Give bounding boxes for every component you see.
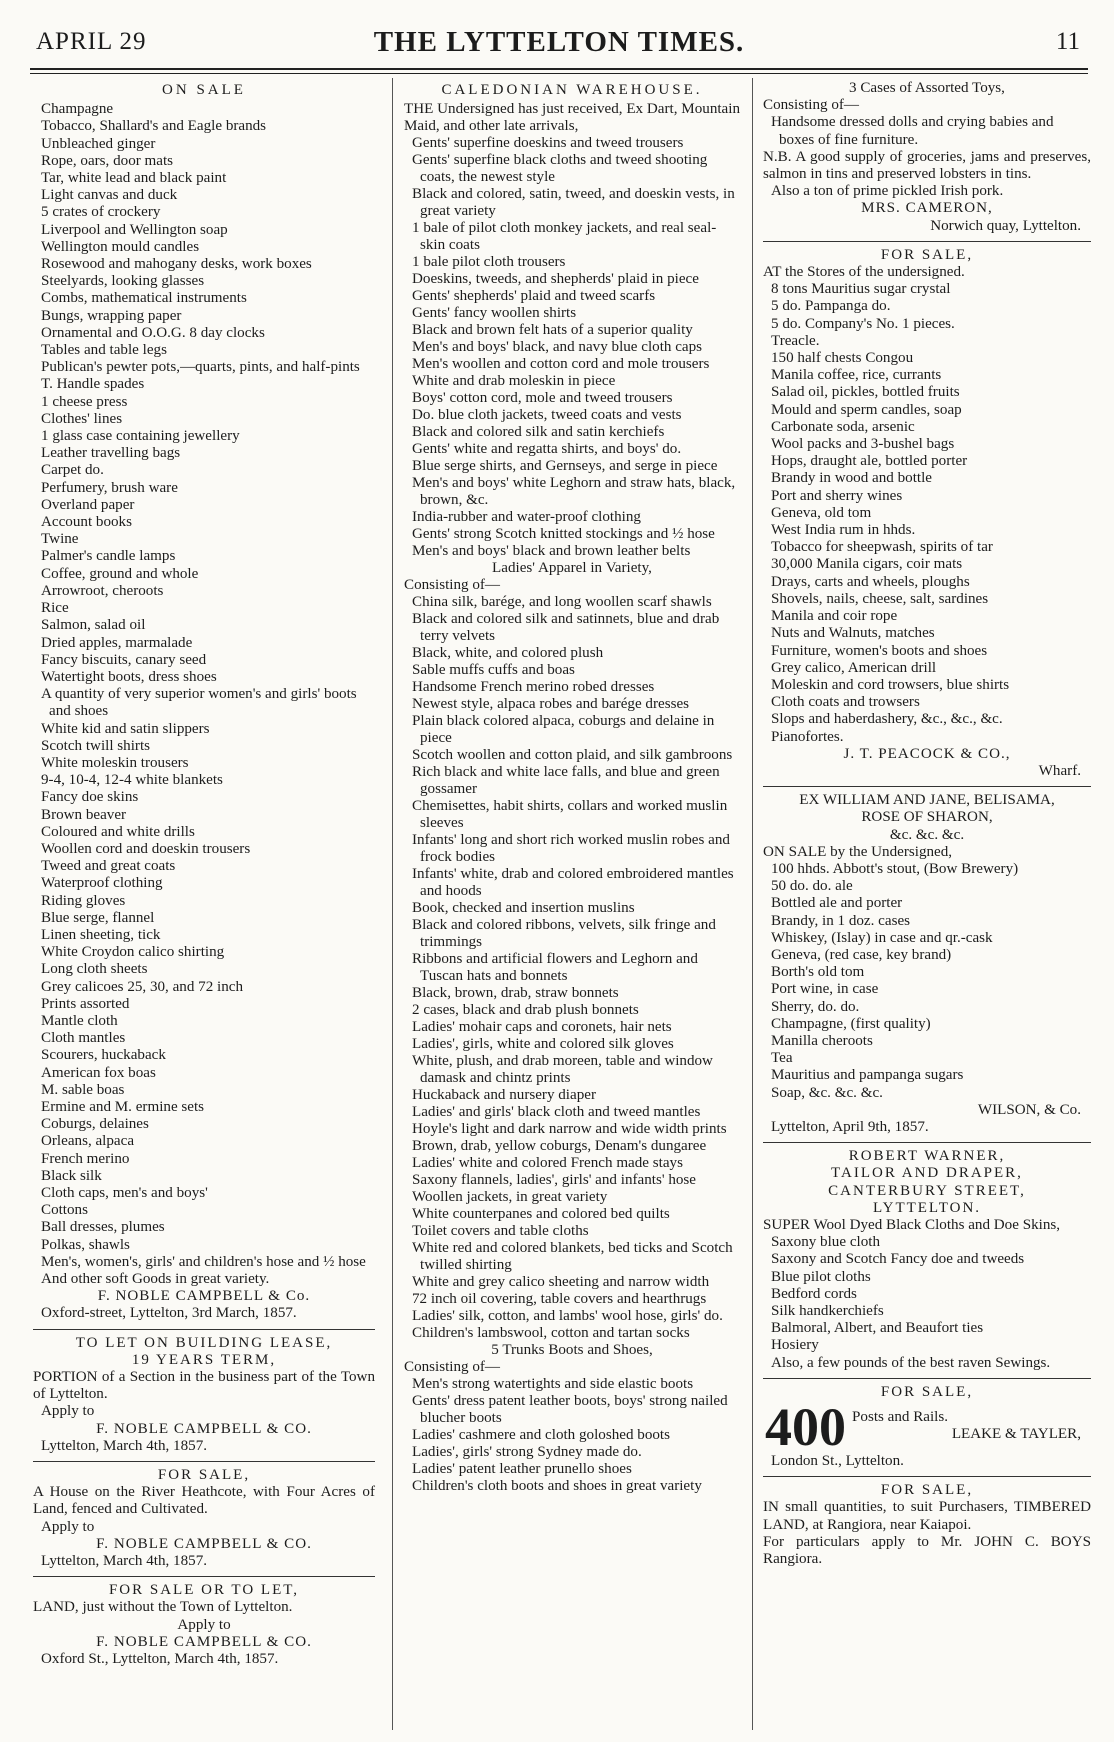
- list-item: Mantle cloth: [41, 1012, 118, 1029]
- list-item: Gents' shepherds' plaid and tweed scarfs: [412, 288, 656, 304]
- list-item: Saxony blue cloth: [771, 1234, 880, 1251]
- list-item: Waterproof clothing: [41, 875, 163, 892]
- list-item: Gents' superfine black cloths and tweed shooting coats, the newest style: [412, 152, 708, 185]
- list-item: Ladies' silk, cotton, and lambs' wool hose, girls' do.: [412, 1308, 723, 1324]
- list-item: 1 glass case containing jewellery: [41, 428, 240, 445]
- list-item: 30,000 Manila cigars, coir mats: [771, 556, 963, 573]
- list-item: 150 half chests Congou: [771, 350, 914, 367]
- caledonian-intro: THE Undersigned has just received, Ex Dart, Mountain Maid, and other late arrivals,: [404, 101, 740, 134]
- warner-heading-4: LYTTELTON.: [872, 1199, 982, 1216]
- list-item: Dried apples, marmalade: [41, 634, 193, 651]
- land-apply: For particulars apply to Mr. JOHN C. BOYS Rangiora.: [763, 1533, 1091, 1568]
- peacock-intro: AT the Stores of the undersigned.: [763, 264, 965, 281]
- caledonian-heading: CALEDONIAN WAREHOUSE.: [441, 82, 703, 98]
- list-item: 5 do. Pampanga do.: [771, 298, 891, 315]
- posts-heading: FOR SALE,: [880, 1383, 974, 1400]
- list-item: Coffee, ground and whole: [41, 565, 199, 582]
- forsalelet-heading: FOR SALE OR TO LET,: [108, 1582, 300, 1599]
- list-item: French merino: [41, 1150, 130, 1167]
- list-item: Gents' superfine doeskins and tweed trousers: [412, 135, 684, 151]
- list-item: Cloth mantles: [41, 1030, 126, 1047]
- list-item: Children's lambswool, cotton and tartan socks: [412, 1325, 690, 1341]
- list-item: Steelyards, looking glasses: [41, 273, 205, 290]
- list-item: Woollen cord and doeskin trousers: [41, 840, 251, 857]
- toys-item: Handsome dressed dolls and crying babies and boxes of fine furniture.: [771, 114, 1054, 148]
- masthead-rule-thin: [30, 73, 1088, 74]
- forsale-body: A House on the River Heathcote, with Four Acres of Land, fenced and Cultivated.: [33, 1484, 375, 1518]
- list-item: Geneva, old tom: [771, 504, 872, 521]
- peacock-list: [763, 281, 1091, 745]
- list-item: Scourers, huckaback: [41, 1047, 166, 1064]
- land-heading: FOR SALE,: [880, 1482, 974, 1499]
- list-item: Wool packs and 3-bushel bags: [771, 436, 955, 453]
- list-item: Saxony and Scotch Fancy doe and tweeds: [771, 1251, 1025, 1268]
- warner-heading-1: ROBERT WARNER,: [848, 1148, 1006, 1165]
- list-item: Champagne, (first quality): [771, 1015, 931, 1032]
- trunks-heading: 5 Trunks Boots and Shoes,: [491, 1342, 653, 1358]
- lease-body: PORTION of a Section in the business part of the Town of Lyttelton.: [33, 1369, 375, 1403]
- list-item: Unbleached ginger: [41, 135, 156, 152]
- list-item: White kid and satin slippers: [41, 720, 210, 737]
- list-item: T. Handle spades: [41, 376, 145, 393]
- cameron-signature: MRS. CAMERON,: [861, 200, 993, 217]
- list-item: Manilla cheroots: [771, 1032, 873, 1049]
- list-item: Borth's old tom: [771, 964, 865, 981]
- list-item: Leather travelling bags: [41, 445, 181, 462]
- list-item: And other soft Goods in great variety.: [41, 1271, 270, 1288]
- column-3: [763, 80, 1091, 1568]
- list-item: Port and sherry wines: [771, 487, 903, 504]
- list-item: Carpet do.: [41, 462, 104, 479]
- list-item: Men's and boys' black and brown leather belts: [412, 543, 691, 559]
- posts-address: London St., Lyttelton.: [771, 1453, 904, 1470]
- list-item: Bungs, wrapping paper: [41, 307, 182, 324]
- list-item: American fox boas: [41, 1064, 156, 1081]
- list-item: Woollen jackets, in great variety: [412, 1189, 608, 1205]
- ladies-heading: Ladies' Apparel in Variety,: [492, 560, 652, 576]
- list-item: Chemisettes, habit shirts, collars and worked muslin sleeves: [412, 798, 728, 831]
- divider: [763, 1142, 1091, 1143]
- list-item: White, plush, and drab moreen, table and window damask and chintz prints: [412, 1053, 713, 1086]
- toys-consisting: Consisting of—: [763, 97, 860, 114]
- list-item: Do. blue cloth jackets, tweed coats and vests: [412, 407, 682, 423]
- list-item: Newest style, alpaca robes and barége dresses: [412, 696, 690, 712]
- list-item: Brandy in wood and bottle: [771, 470, 932, 487]
- list-item: Tweed and great coats: [41, 858, 176, 875]
- list-item: Children's cloth boots and shoes in great variety: [412, 1478, 702, 1494]
- consisting-label: Consisting of—: [404, 1359, 501, 1375]
- wilson-list: [763, 861, 1091, 1102]
- list-item: Geneva, (red case, key brand): [771, 946, 952, 963]
- land-body: IN small quantities, to suit Purchasers, TIMBERED LAND, at Rangiora, near Kaiapoi.: [763, 1499, 1091, 1533]
- list-item: Tar, white lead and black paint: [41, 170, 227, 187]
- list-item: Prints assorted: [41, 995, 130, 1012]
- list-item: Drays, carts and wheels, ploughs: [771, 573, 970, 590]
- list-item: Pianofortes.: [771, 728, 844, 745]
- list-item: 5 crates of crockery: [41, 204, 161, 221]
- wilson-signature: WILSON, & Co.: [977, 1101, 1081, 1118]
- list-item: Perfumery, brush ware: [41, 479, 178, 496]
- posts-text: Posts and Rails.: [852, 1409, 949, 1426]
- list-item: Infants' white, drab and colored embroidered mantles and hoods: [412, 866, 734, 899]
- list-item: Liverpool and Wellington soap: [41, 221, 228, 238]
- list-item: Scotch woollen and cotton plaid, and silk gambroons: [412, 747, 733, 763]
- lease-apply: Apply to: [41, 1403, 95, 1420]
- column-1: [33, 80, 375, 1668]
- divider: [763, 241, 1091, 242]
- list-item: Nuts and Walnuts, matches: [771, 625, 935, 642]
- column-divider-1: [392, 78, 393, 1730]
- list-item: Men's and boys' black, and navy blue cloth caps: [412, 339, 703, 355]
- list-item: Men's and boys' white Leghorn and straw hats, black, brown, &c.: [412, 475, 736, 508]
- list-item: Gents' white and regatta shirts, and boys' do.: [412, 441, 682, 457]
- list-item: Bedford cords: [771, 1285, 857, 1302]
- list-item: Brandy, in 1 doz. cases: [771, 912, 911, 929]
- list-item: Coburgs, delaines: [41, 1116, 149, 1133]
- list-item: 9-4, 10-4, 12-4 white blankets: [41, 772, 223, 789]
- masthead: [30, 22, 1088, 62]
- page-number: 11: [1055, 28, 1080, 55]
- list-item: Ermine and M. ermine sets: [41, 1098, 205, 1115]
- list-item: Toilet covers and table cloths: [412, 1223, 589, 1239]
- list-item: Grey calicoes 25, 30, and 72 inch: [41, 978, 244, 995]
- caledonian-list-a: [404, 135, 740, 560]
- on-sale-dateline: Oxford-street, Lyttelton, 3rd March, 1857.: [41, 1305, 297, 1322]
- column-2: [404, 80, 740, 1495]
- list-item: Ladies' patent leather prunello shoes: [412, 1461, 632, 1477]
- list-item: Ladies' and girls' black cloth and tweed mantles: [412, 1104, 701, 1120]
- list-item: Polkas, shawls: [41, 1236, 130, 1253]
- list-item: Account books: [41, 514, 132, 531]
- divider: [33, 1576, 375, 1577]
- on-sale-heading: ON SALE: [162, 82, 246, 98]
- list-item: Boys' cotton cord, mole and tweed trousers: [412, 390, 673, 406]
- list-item: Fancy doe skins: [41, 789, 139, 806]
- list-item: Wellington mould candles: [41, 238, 200, 255]
- list-item: Blue pilot cloths: [771, 1268, 871, 1285]
- list-item: Ladies' white and colored French made stays: [412, 1155, 683, 1171]
- list-item: Black and colored, satin, tweed, and doeskin vests, in great variety: [412, 186, 735, 219]
- list-item: Gents' dress patent leather boots, boys' strong nailed blucher boots: [412, 1393, 728, 1426]
- list-item: Riding gloves: [41, 892, 126, 909]
- wilson-dateline: Lyttelton, April 9th, 1857.: [771, 1118, 929, 1135]
- list-item: Watertight boots, dress shoes: [41, 668, 217, 685]
- masthead-rule: [30, 68, 1088, 70]
- list-item: China silk, barége, and long woollen scarf shawls: [412, 594, 712, 610]
- list-item: West India rum in hhds.: [771, 522, 916, 539]
- list-item: Shovels, nails, cheese, salt, sardines: [771, 590, 989, 607]
- list-item: 100 hhds. Abbott's stout, (Bow Brewery): [771, 860, 1019, 877]
- posts-quantity: 400: [765, 1401, 846, 1454]
- groceries-note: N.B. A good supply of groceries, jams and preserves, salmon in tins and preserved lobsters in tins.: [763, 148, 1091, 183]
- list-item: Bottled ale and porter: [771, 895, 903, 912]
- list-item: Salmon, salad oil: [41, 617, 146, 634]
- caledonian-list-c: [404, 1376, 740, 1495]
- list-item: Port wine, in case: [771, 981, 879, 998]
- list-item: Grey calico, American drill: [771, 659, 937, 676]
- list-item: 5 do. Company's No. 1 pieces.: [771, 315, 955, 332]
- list-item: White counterpanes and colored bed quilts: [412, 1206, 670, 1222]
- list-item: Sherry, do. do.: [771, 998, 860, 1015]
- list-item: White moleskin trousers: [41, 754, 189, 771]
- lease-dateline: Lyttelton, March 4th, 1857.: [41, 1437, 208, 1454]
- forsale-apply: Apply to: [41, 1518, 95, 1535]
- list-item: Ladies' cashmere and cloth goloshed boots: [412, 1427, 670, 1443]
- list-item: Balmoral, Albert, and Beaufort ties: [771, 1320, 984, 1337]
- forsalelet-dateline: Oxford St., Lyttelton, March 4th, 1857.: [41, 1651, 279, 1668]
- list-item: India-rubber and water-proof clothing: [412, 509, 641, 525]
- list-item: Palmer's candle lamps: [41, 548, 176, 565]
- list-item: 1 cheese press: [41, 393, 128, 410]
- divider: [33, 1329, 375, 1330]
- list-item: Scotch twill shirts: [41, 737, 151, 754]
- list-item: White red and colored blankets, bed ticks and Scotch twilled shirting: [412, 1240, 733, 1273]
- posts-signature: LEAKE & TAYLER,: [951, 1426, 1081, 1443]
- list-item: Overland paper: [41, 496, 135, 513]
- list-item: Plain black colored alpaca, coburgs and delaine in piece: [412, 713, 715, 746]
- list-item: Saxony flannels, ladies', girls' and infants' hose: [412, 1172, 696, 1188]
- list-item: Tobacco, Shallard's and Eagle brands: [41, 118, 267, 135]
- list-item: Cottons: [41, 1202, 88, 1219]
- list-item: Ribbons and artificial flowers and Leghorn and Tuscan hats and bonnets: [412, 951, 698, 984]
- list-item: Publican's pewter pots,—quarts, pints, and half-pints: [41, 359, 360, 376]
- peacock-heading: FOR SALE,: [880, 246, 974, 263]
- list-item: 72 inch oil covering, table covers and hearthrugs: [412, 1291, 707, 1307]
- list-item: Men's strong watertights and side elastic boots: [412, 1376, 694, 1392]
- lease-subheading: 19 YEARS TERM,: [131, 1351, 277, 1368]
- list-item: Ladies', girls, white and colored silk gloves: [412, 1036, 674, 1052]
- list-item: Ornamental and O.O.G. 8 day clocks: [41, 324, 265, 341]
- list-item: Rich black and white lace falls, and blue and green gossamer: [412, 764, 720, 797]
- wilson-heading-1: EX WILLIAM AND JANE, BELISAMA,: [799, 792, 1055, 809]
- posts-block: [763, 1401, 1091, 1453]
- list-item: Handsome French merino robed dresses: [412, 679, 655, 695]
- list-item: Blue serge, flannel: [41, 909, 155, 926]
- cameron-address: Norwich quay, Lyttelton.: [930, 217, 1081, 234]
- list-item: Black and colored silk and satinnets, blue and drab terry velvets: [412, 611, 720, 644]
- pork-note: Also a ton of prime pickled Irish pork.: [771, 183, 1004, 200]
- list-item: 8 tons Mauritius sugar crystal: [771, 281, 951, 298]
- warner-list: [763, 1234, 1091, 1372]
- list-item: Slops and haberdashery, &c., &c., &c.: [771, 711, 1003, 728]
- forsale-dateline: Lyttelton, March 4th, 1857.: [41, 1553, 208, 1570]
- list-item: 50 do. do. ale: [771, 878, 853, 895]
- list-item: Cloth coats and trowsers: [771, 694, 920, 711]
- list-item: Salad oil, pickles, bottled fruits: [771, 384, 960, 401]
- list-item: Tables and table legs: [41, 342, 167, 359]
- list-item: Coloured and white drills: [41, 823, 195, 840]
- list-item: Fancy biscuits, canary seed: [41, 651, 207, 668]
- list-item: Black, white, and colored plush: [412, 645, 604, 661]
- list-item: Mauritius and pampanga sugars: [771, 1067, 964, 1084]
- list-item: 1 bale of pilot cloth monkey jackets, and real seal-skin coats: [412, 220, 717, 253]
- list-item: Ball dresses, plumes: [41, 1219, 165, 1236]
- list-item: Manila and coir rope: [771, 608, 898, 625]
- lease-signature: F. NOBLE CAMPBELL & CO.: [96, 1420, 312, 1437]
- list-item: Soap, &c. &c. &c.: [771, 1084, 883, 1101]
- list-item: White Croydon calico shirting: [41, 944, 225, 961]
- newspaper-title: THE LYTTELTON TIMES.: [373, 26, 745, 58]
- forsalelet-apply: Apply to: [177, 1616, 231, 1633]
- list-item: Tobacco for sheepwash, spirits of tar: [771, 539, 993, 556]
- list-item: Moleskin and cord trowsers, blue shirts: [771, 676, 1010, 693]
- wilson-heading-3: &c. &c. &c.: [889, 826, 965, 843]
- warner-heading-3: CANTERBURY STREET,: [828, 1182, 1026, 1199]
- list-item: Cloth caps, men's and boys': [41, 1185, 208, 1201]
- list-item: Also, a few pounds of the best raven Sewings.: [771, 1354, 1051, 1371]
- list-item: Blue serge shirts, and Gernseys, and serge in piece: [412, 458, 718, 474]
- forsale-heading: FOR SALE,: [157, 1467, 251, 1484]
- list-item: Ladies' mohair caps and coronets, hair nets: [412, 1019, 672, 1035]
- list-item: Men's, women's, girls' and children's hose and ½ hose: [41, 1253, 366, 1270]
- peacock-address: Wharf.: [1038, 762, 1081, 779]
- list-item: Silk handkerchiefs: [771, 1303, 884, 1320]
- caledonian-list-b: [404, 594, 740, 1342]
- list-item: Sable muffs cuffs and boas: [412, 662, 575, 678]
- list-item: Carbonate soda, arsenic: [771, 418, 915, 435]
- divider: [33, 1461, 375, 1462]
- divider: [763, 1476, 1091, 1477]
- list-item: Whiskey, (Islay) in case and qr.-cask: [771, 929, 993, 946]
- warner-heading-2: TAILOR AND DRAPER,: [831, 1165, 1023, 1182]
- list-item: Mould and sperm candles, soap: [771, 401, 962, 418]
- list-item: Gents' fancy woollen shirts: [412, 305, 577, 321]
- wilson-heading-2: ROSE OF SHARON,: [861, 809, 993, 826]
- list-item: White and grey calico sheeting and narrow width: [412, 1274, 710, 1290]
- list-item: 1 bale pilot cloth trousers: [412, 254, 566, 270]
- lease-heading: TO LET ON BUILDING LEASE,: [75, 1334, 333, 1351]
- divider: [763, 786, 1091, 787]
- list-item: White and drab moleskin in piece: [412, 373, 616, 389]
- list-item: Gents' strong Scotch knitted stockings and ½ hose: [412, 526, 715, 542]
- on-sale-list: [33, 101, 375, 1288]
- list-item: Black and colored ribbons, velvets, silk fringe and trimmings: [412, 917, 716, 950]
- divider: [763, 1378, 1091, 1379]
- list-item: Men's woollen and cotton cord and mole trousers: [412, 356, 710, 372]
- list-item: Clothes' lines: [41, 410, 123, 427]
- list-item: M. sable boas: [41, 1081, 125, 1098]
- list-item: 2 cases, black and drab plush bonnets: [412, 1002, 639, 1018]
- list-item: Tea: [771, 1050, 793, 1067]
- list-item: Champagne: [41, 101, 114, 118]
- peacock-signature: J. T. PEACOCK & CO.,: [843, 745, 1011, 762]
- list-item: A quantity of very superior women's and girls' boots and shoes: [41, 686, 357, 720]
- list-item: Black, brown, drab, straw bonnets: [412, 985, 619, 1001]
- list-item: Light canvas and duck: [41, 187, 178, 204]
- list-item: Huckaback and nursery diaper: [412, 1087, 596, 1103]
- list-item: Doeskins, tweeds, and shepherds' plaid in piece: [412, 271, 699, 287]
- forsalelet-signature: F. NOBLE CAMPBELL & CO.: [96, 1633, 312, 1650]
- list-item: Hops, draught ale, bottled porter: [771, 453, 968, 470]
- list-item: Ladies', girls' strong Sydney made do.: [412, 1444, 642, 1460]
- list-item: Hosiery: [771, 1337, 819, 1354]
- list-item: Rosewood and mahogany desks, work boxes: [41, 256, 312, 273]
- list-item: Black and colored silk and satin kerchiefs: [412, 424, 665, 440]
- toys-heading: 3 Cases of Assorted Toys,: [849, 80, 1005, 96]
- on-sale-signature: F. NOBLE CAMPBELL & Co.: [97, 1288, 311, 1305]
- list-item: Twine: [41, 531, 79, 548]
- list-item: Manila coffee, rice, currants: [771, 367, 942, 384]
- list-item: Orleans, alpaca: [41, 1133, 135, 1150]
- list-item: Book, checked and insertion muslins: [412, 900, 635, 916]
- consisting-label: Consisting of—: [404, 577, 501, 593]
- list-item: Rope, oars, door mats: [41, 152, 174, 169]
- list-item: Long cloth sheets: [41, 961, 148, 978]
- wilson-intro: ON SALE by the Undersigned,: [763, 843, 953, 860]
- list-item: Black silk: [41, 1167, 102, 1184]
- forsale-signature: F. NOBLE CAMPBELL & CO.: [96, 1535, 312, 1552]
- list-item: Rice: [41, 600, 69, 617]
- list-item: Hoyle's light and dark narrow and wide width prints: [412, 1121, 727, 1137]
- list-item: Treacle.: [771, 332, 820, 349]
- warner-intro: SUPER Wool Dyed Black Cloths and Doe Skins,: [763, 1217, 1061, 1233]
- forsalelet-body: LAND, just without the Town of Lyttelton.: [33, 1599, 293, 1616]
- list-item: Furniture, women's boots and shoes: [771, 642, 988, 659]
- list-item: Infants' long and short rich worked muslin robes and frock bodies: [412, 832, 730, 865]
- issue-date: APRIL 29: [36, 28, 147, 55]
- column-divider-2: [752, 78, 753, 1730]
- list-item: Linen sheeting, tick: [41, 926, 161, 943]
- list-item: Brown beaver: [41, 806, 127, 823]
- list-item: Combs, mathematical instruments: [41, 290, 247, 307]
- list-item: Black and brown felt hats of a superior quality: [412, 322, 693, 338]
- list-item: Brown, drab, yellow coburgs, Denam's dungaree: [412, 1138, 707, 1154]
- list-item: Arrowroot, cheroots: [41, 582, 164, 599]
